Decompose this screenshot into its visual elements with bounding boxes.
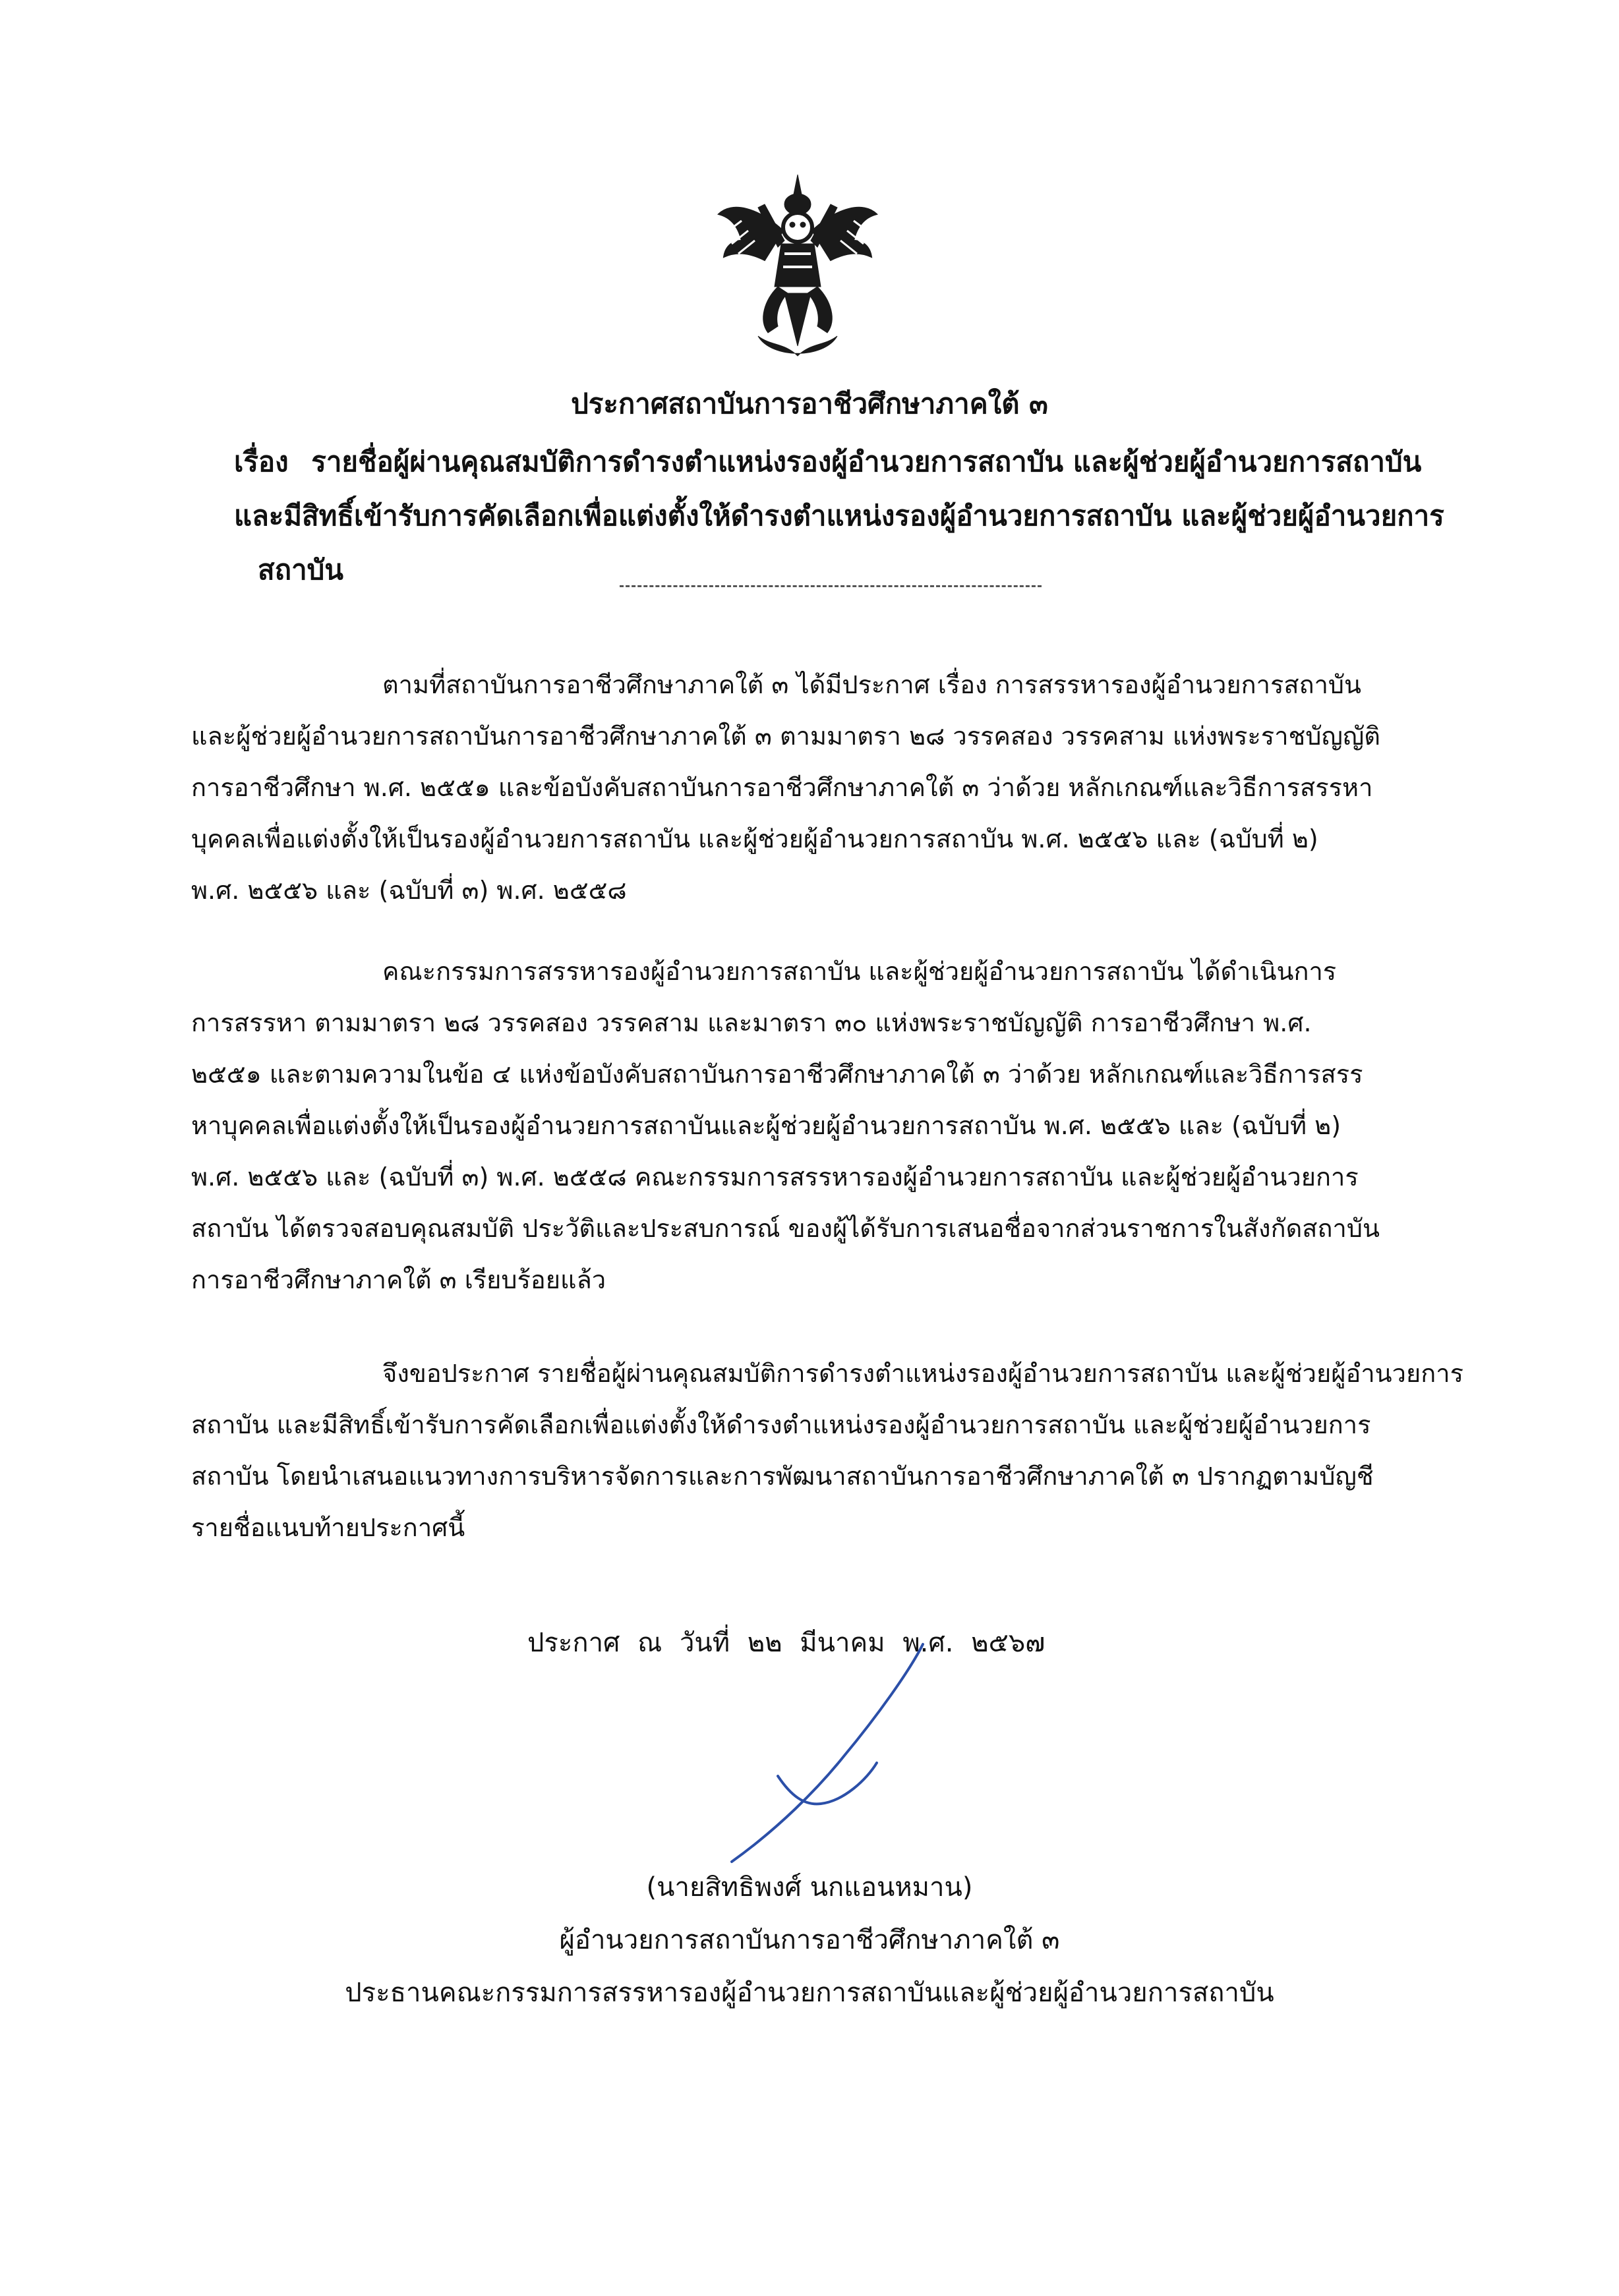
signer-position-2: ประธานคณะกรรมการสรรหารองผู้อำนวยการสถาบันและผู้ช่วยผู้อำนวยการสถาบัน (345, 1978, 1274, 2008)
paragraph-2-line: คณะกรรมการสรรหารองผู้อำนวยการสถาบัน และผู้ช่วยผู้อำนวยการสถาบัน ได้ดำเนินการ (382, 957, 1337, 986)
paragraph-2-line: หาบุคคลเพื่อแต่งตั้งให้เป็นรองผู้อำนวยการสถาบันและผู้ช่วยผู้อำนวยการสถาบัน พ.ศ. ๒๕๕๖ และ (ฉบับที่ ๒) (191, 1111, 1341, 1140)
paragraph-1-line: พ.ศ. ๒๕๕๖ และ (ฉบับที่ ๓) พ.ศ. ๒๕๕๘ (191, 876, 627, 905)
handwritten-signature (699, 1631, 962, 1881)
paragraph-1-line: ตามที่สถาบันการอาชีวศึกษาภาคใต้ ๓ ได้มีประกาศ เรื่อง การสรรหารองผู้อำนวยการสถาบัน (382, 670, 1362, 699)
garuda-emblem-icon (712, 168, 883, 366)
announcement-subject (234, 435, 1473, 597)
announcement-title: ประกาศสถาบันการอาชีวศึกษาภาคใต้ ๓ (571, 387, 1048, 420)
paragraph-3-line: สถาบัน โดยนำเสนอแนวทางการบริหารจัดการและการพัฒนาสถาบันการอาชีวศึกษาภาคใต้ ๓ ปรากฏตามบัญชี (191, 1462, 1374, 1491)
title-divider (620, 585, 1042, 587)
paragraph-2-line: พ.ศ. ๒๕๕๖ และ (ฉบับที่ ๓) พ.ศ. ๒๕๕๘ คณะกรรมการสรรหารองผู้อำนวยการสถาบัน และผู้ช่วยผู้อำนวยการ (191, 1162, 1359, 1191)
signer-position-1: ผู้อำนวยการสถาบันการอาชีวศึกษาภาคใต้ ๓ (559, 1925, 1060, 1955)
paragraph-1-line: การอาชีวศึกษา พ.ศ. ๒๕๕๑ และข้อบังคับสถาบันการอาชีวศึกษาภาคใต้ ๓ ว่าด้วย หลักเกณฑ์และวิธีการสรรหา (191, 773, 1373, 802)
paragraph-2-line: สถาบัน ได้ตรวจสอบคุณสมบัติ ประวัติและประสบการณ์ ของผู้ได้รับการเสนอชื่อจากส่วนราชการในสังกัดสถาบัน (191, 1214, 1380, 1243)
paragraph-1-line: และผู้ช่วยผู้อำนวยการสถาบันการอาชีวศึกษาภาคใต้ ๓ ตามมาตรา ๒๘ วรรคสอง วรรคสาม แห่งพระราชบัญญัติ (191, 722, 1380, 751)
paragraph-3-line: รายชื่อแนบท้ายประกาศนี้ (191, 1513, 465, 1542)
paragraph-3-line: สถาบัน และมีสิทธิ์เข้ารับการคัดเลือกเพื่อแต่งตั้งให้ดำรงตำแหน่งรองผู้อำนวยการสถาบัน และผู้ช่วยผู้อำนวยการ (191, 1410, 1371, 1439)
subject-line-1: รายชื่อผู้ผ่านคุณสมบัติการดำรงตำแหน่งรองผู้อำนวยการสถาบัน และผู้ช่วยผู้อำนวยการสถาบัน (311, 445, 1422, 478)
paragraph-2-line: การอาชีวศึกษาภาคใต้ ๓ เรียบร้อยแล้ว (191, 1265, 606, 1294)
signer-name: (นายสิทธิพงศ์ นกแอนหมาน) (646, 1872, 973, 1903)
paragraph-2 (191, 946, 1483, 1306)
subject-label: เรื่อง (234, 445, 289, 478)
paragraph-1-line: บุคคลเพื่อแต่งตั้งให้เป็นรองผู้อำนวยการสถาบัน และผู้ช่วยผู้อำนวยการสถาบัน พ.ศ. ๒๕๕๖ และ (ฉบับที่ ๒) (191, 824, 1318, 853)
paragraph-2-line: ๒๕๕๑ และตามความในข้อ ๔ แห่งข้อบังคับสถาบันการอาชีวศึกษาภาคใต้ ๓ ว่าด้วย หลักเกณฑ์และวิธีการสรร (191, 1060, 1363, 1089)
subject-line-3: สถาบัน (258, 554, 344, 586)
subject-line-2: และมีสิทธิ์เข้ารับการคัดเลือกเพื่อแต่งตั้งให้ดำรงตำแหน่งรองผู้อำนวยการสถาบัน และผู้ช่วยผู้อำนวยการ (234, 500, 1444, 532)
paragraph-1 (191, 659, 1483, 916)
paragraph-2-line: การสรรหา ตามมาตรา ๒๘ วรรคสอง วรรคสาม และมาตรา ๓๐ แห่งพระราชบัญญัติ การอาชีวศึกษา พ.ศ. (191, 1008, 1312, 1037)
paragraph-3-line: จึงขอประกาศ รายชื่อผู้ผ่านคุณสมบัติการดำรงตำแหน่งรองผู้อำนวยการสถาบัน และผู้ช่วยผู้อำนวยการ (382, 1359, 1463, 1388)
announcement-date: ประกาศ ณ วันที่ ๒๒ มีนาคม พ.ศ. ๒๕๖๗ (527, 1628, 1045, 1658)
paragraph-3 (191, 1348, 1483, 1553)
